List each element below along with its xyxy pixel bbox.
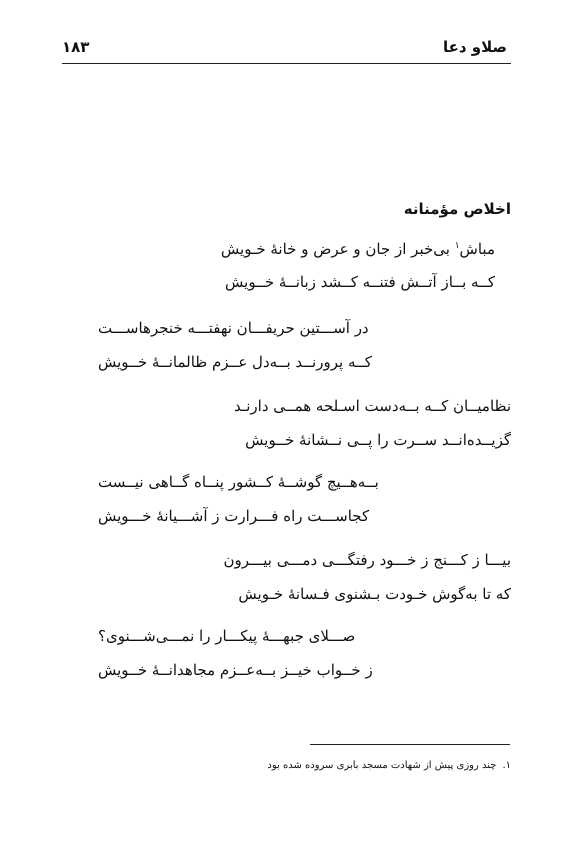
verse-line: ز خــواب خیــز بــه‌عــزم مجاهدانــهٔ خــویش (98, 661, 373, 679)
verse-line: کجاســـت راه فـــرارت ز آشـــیانهٔ خـــویش (98, 507, 370, 525)
page-number: ۱۸۳ (62, 38, 90, 56)
verse-line: کــه پرورنــد بــه‌دل عــزم ظالمانــهٔ خــویش (98, 353, 372, 371)
header-rule (62, 63, 511, 64)
footnote (267, 760, 511, 771)
verse-line: کــه بــاز آتــش فتنــه کــشد زبانــهٔ خــویش (225, 273, 495, 291)
verse-word: مباش (459, 240, 495, 258)
verse-line (221, 236, 495, 259)
verse-line: بــه‌هــیچ گوشــهٔ کــشور پنــاه گــاهی نیــست (98, 473, 379, 491)
verse-line: در آســـتین حریفـــان نهفتـــه خنجرهاســـت (98, 319, 369, 337)
verse-line: که تا به‌گوش خـودت بـشنوی فـسانهٔ خـویش (238, 585, 511, 603)
footnote-text: چند روزی پیش از شهادت مسجد بابری سروده شده بود (267, 760, 497, 771)
verse-text: بی‌خبر از جان و عرض و خانهٔ خـویش (220, 240, 455, 258)
footnote-mark: ۱. (502, 760, 511, 771)
footnote-reference: ۱ (454, 241, 460, 251)
verse-line: نظامیــان کــه بــه‌دست اسـلحه همــی دارنـد (233, 397, 511, 415)
verse-line: صـــلای جبهـــهٔ پیکـــار را نمـــی‌شـــنوی؟ (98, 627, 356, 645)
footnote-rule (310, 744, 510, 745)
poem-title: اخلاص مؤمنانه (403, 200, 511, 218)
running-header-title: صلاو دعا (442, 38, 507, 56)
verse-line: بیـــا ز کـــنج ز خـــود رفتگـــی دمـــی بیـــرون (223, 551, 511, 569)
verse-line: گزیــده‌انــد ســرت را پــی نــشانهٔ خــویش (245, 431, 511, 449)
